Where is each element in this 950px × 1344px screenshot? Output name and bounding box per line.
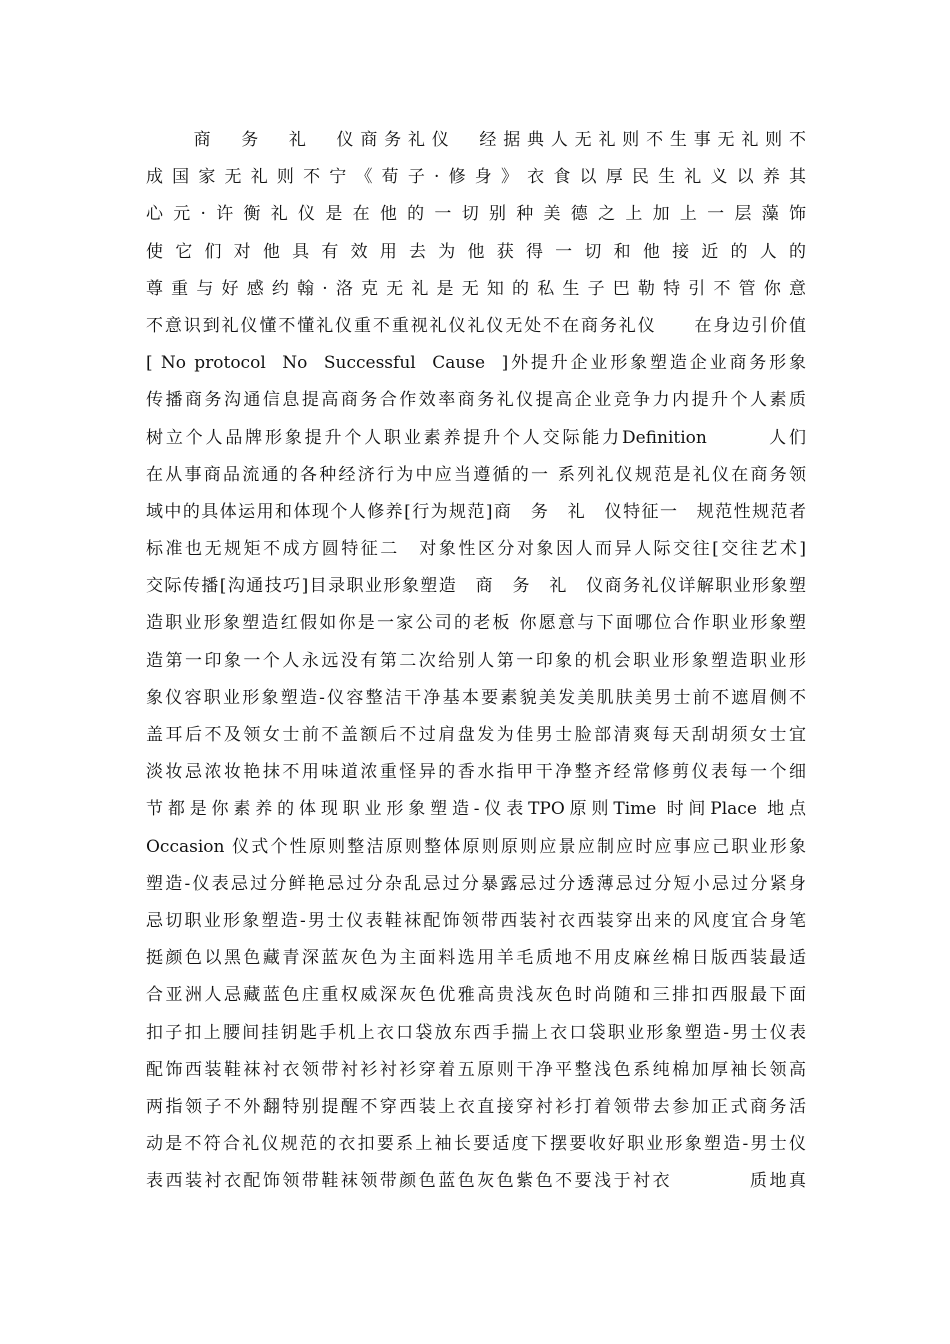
text-line-1: 商 务 礼 仪商务礼仪 经据典人无礼则不生事无礼则不 <box>146 130 806 150</box>
text-line-2: 成国家无礼则不宁《荀子·修身》衣食以厚民生礼义以养其 <box>146 167 806 188</box>
text-line-18: 淡妆忌浓妆艳抹不用味道浓重怪异的香水指甲干净整齐经常修剪仪表每一个细 <box>146 762 806 783</box>
text-line-14: 造职业形象塑造红假如你是一家公司的老板 你愿意与下面哪位合作职业形象塑 <box>146 613 806 634</box>
text-line-25: 扣子扣上腰间挂钥匙手机上衣口袋放东西手揣上衣口袋职业形象塑造-男士仪表 <box>146 1022 806 1043</box>
text-line-8: 传播商务沟通信息提高商务合作效率商务礼仪提高企业竞争力内提升个人素质 <box>146 390 806 411</box>
text-line-29: 表西装衬衣配饰领带鞋袜领带颜色蓝色灰色紫色不要浅于衬衣 质地真 <box>146 1171 806 1192</box>
text-line-5: 尊重与好感约翰·洛克无礼是无知的私生子巴勒特引不管你意 <box>146 278 806 299</box>
text-line-24: 合亚洲人忌藏蓝色庄重权威深灰色优雅高贵浅灰色时尚随和三排扣西服最下面 <box>146 985 806 1006</box>
text-line-4: 使它们对他具有效用去为他获得一切和他接近的人的 <box>146 241 806 262</box>
text-line-7: [ No protocol No Successful Cause ]外提升企业形象塑造企业商务形象 <box>146 353 806 374</box>
text-line-22: 忌切职业形象塑造-男士仪表鞋袜配饰领带西装衬衣西装穿出来的风度宜合身笔 <box>146 910 806 931</box>
text-line-13: 交际传播[沟通技巧]目录职业形象塑造 商 务 礼 仪商务礼仪详解职业形象塑 <box>146 576 806 597</box>
text-line-12: 标准也无规矩不成方圆特征二 对象性区分对象因人而异人际交往[交往艺术] <box>146 539 806 560</box>
text-line-27: 两指领子不外翻特别提醒不穿西装上衣直接穿衬衫打着领带去参加正式商务活 <box>146 1096 806 1117</box>
text-line-9: 树立个人品牌形象提升个人职业素养提升个人交际能力Definition 人们 <box>146 427 806 448</box>
text-line-23: 挺颜色以黑色藏青深蓝灰色为主面料选用羊毛质地不用皮麻丝棉日版西装最适 <box>146 948 806 969</box>
text-line-21: 塑造-仪表忌过分鲜艳忌过分杂乱忌过分暴露忌过分透薄忌过分短小忌过分紧身 <box>146 873 806 894</box>
text-line-19: 节都是你素养的体现职业形象塑造-仪表TPO原则Time 时间Place 地点 <box>146 799 806 820</box>
text-line-11: 域中的具体运用和体现个人修养[行为规范]商 务 礼 仪特征一 规范性规范者 <box>146 501 806 522</box>
text-line-3: 心元·许衡礼仪是在他的一切别种美德之上加上一层藻饰 <box>146 204 806 225</box>
text-line-6: 不意识到礼仪懂不懂礼仪重不重视礼仪礼仪无处不在商务礼仪 在身边引价值 <box>146 315 806 336</box>
text-line-10: 在从事商品流通的各种经济行为中应当遵循的一 系列礼仪规范是礼仪在商务领 <box>146 464 806 485</box>
text-line-28: 动是不符合礼仪规范的衣扣要系上袖长要适度下摆要收好职业形象塑造-男士仪 <box>146 1134 806 1155</box>
body-text <box>146 122 806 1200</box>
text-line-20: Occasion 仪式个性原则整洁原则整体原则原则应景应制应时应事应己职业形象 <box>146 836 806 857</box>
text-line-26: 配饰西装鞋袜衬衣领带衬衫衬衫穿着五原则干净平整浅色系纯棉加厚袖长领高 <box>146 1059 806 1080</box>
text-line-16: 象仪容职业形象塑造-仪容整洁干净基本要素貌美发美肌肤美男士前不遮眉侧不 <box>146 687 806 708</box>
text-line-15: 造第一印象一个人永远没有第二次给别人第一印象的机会职业形象塑造职业形 <box>146 650 806 671</box>
text-line-17: 盖耳后不及领女士前不盖额后不过肩盘发为佳男士脸部清爽每天刮胡须女士宜 <box>146 725 806 745</box>
